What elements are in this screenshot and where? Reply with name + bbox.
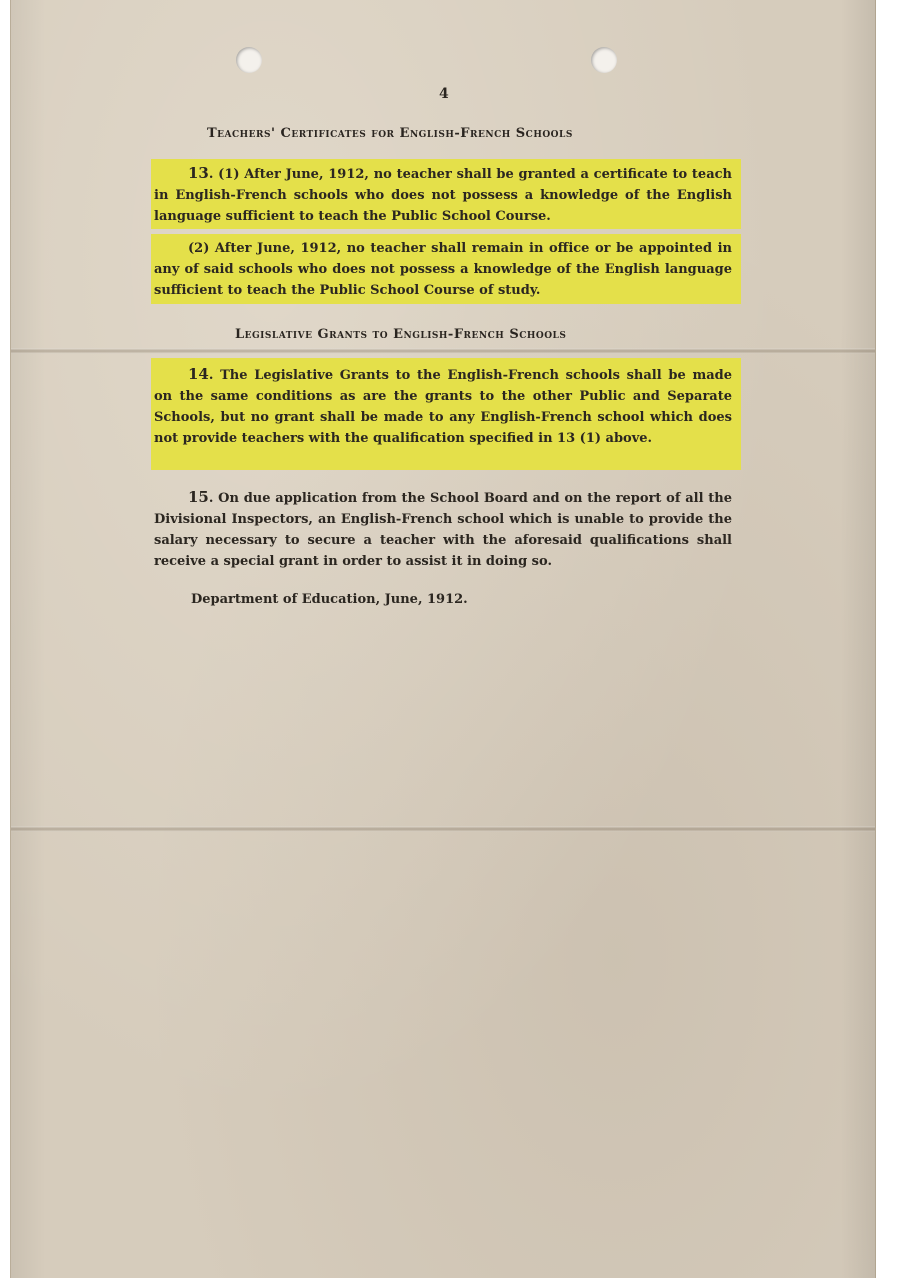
page-number: 4: [439, 86, 449, 102]
heading-teachers-certificates: Teachers' Certificates for English-French Schools: [207, 126, 573, 141]
heading-legislative-grants: Legislative Grants to English-French Schools: [235, 327, 567, 342]
section-13-1-text: . (1) After June, 1912, no teacher shall be granted a certificate to teach in English-French schools who does not possess a knowledge of the English language sufficient to teach the Public School Course.: [154, 167, 732, 224]
punch-hole-right: [591, 47, 617, 73]
punch-hole-left: [236, 47, 262, 73]
fold-line-lower: [11, 826, 875, 832]
section-13-2-text: (2) After June, 1912, no teacher shall remain in office or be appointed in any of said schools who does not possess a knowledge of the English language sufficient to teach the Public School Course of study.: [154, 241, 732, 298]
section-15: [154, 487, 732, 572]
section-14-text: . The Legislative Grants to the English-French schools shall be made on the same conditions as are the grants to the other Public and Separate Schools, but no grant shall be made to any English-French school which does not provide teachers with the qualification specified in 13 (1) above.: [154, 368, 732, 446]
fold-line-upper: [11, 348, 875, 354]
signature-line: Department of Education, June, 1912.: [191, 592, 468, 607]
section-13-number: 13: [188, 164, 209, 182]
section-15-number: 15: [188, 488, 209, 506]
section-14: [154, 364, 732, 449]
section-13-1: [154, 163, 732, 227]
section-13-2: [154, 238, 732, 301]
section-15-text: . On due application from the School Board and on the report of all the Divisional Inspectors, an English-French school which is unable to provide the salary necessary to secure a teacher with the aforesaid qualifications shall receive a special grant in order to assist it in doing so.: [154, 491, 732, 569]
document-page: [10, 0, 876, 1278]
section-14-number: 14: [188, 365, 209, 383]
